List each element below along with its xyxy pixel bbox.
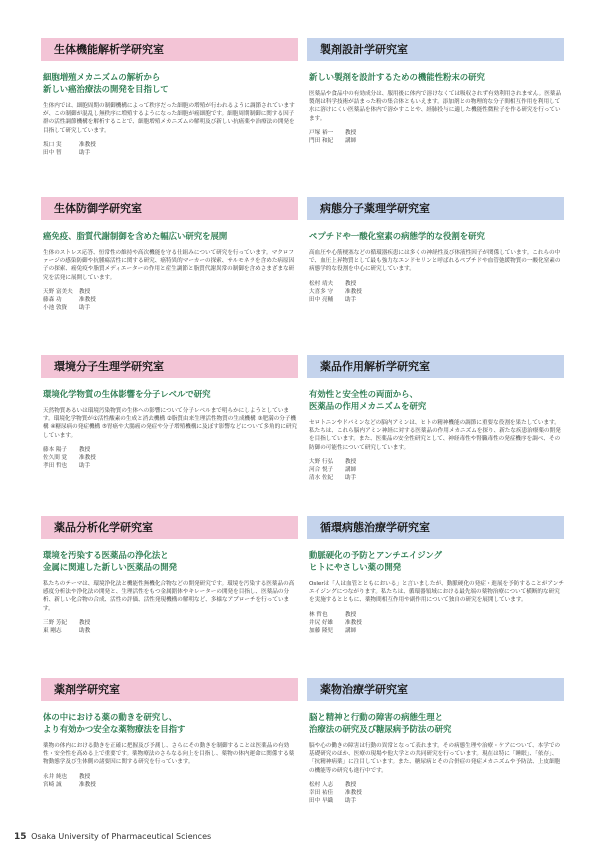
staff-name: 宮崎 誠: [43, 781, 62, 788]
staff-name: 清水 佐紀: [309, 475, 334, 482]
lab-card: [307, 38, 564, 145]
staff-row: [309, 611, 564, 619]
staff-name: 林 哲也: [309, 611, 328, 618]
lab-subtitle: 体の中における薬の動きを研究し、 より有効かつ安全な薬物療法を目指す: [43, 712, 186, 734]
staff-name: 佐久間 覚: [43, 455, 68, 462]
staff-row: [43, 781, 298, 789]
staff-role: 助手: [79, 150, 91, 157]
staff-name: 幸田 祐佳: [309, 790, 334, 797]
staff-role: 准教授: [345, 288, 362, 295]
staff-name: 三野 芳紀: [43, 619, 68, 626]
staff-row: [43, 454, 298, 462]
staff-row: [309, 789, 564, 797]
staff-name: 大野 行弘: [309, 458, 334, 465]
lab-subtitle: 環境を汚染する医薬品の浄化法と 金属に関連した新しい医薬品の開発: [43, 550, 177, 572]
staff-list: [43, 288, 298, 313]
lab-card: [41, 678, 298, 789]
lab-title: 病態分子薬理学研究室: [307, 197, 564, 220]
staff-name: 坂口 実: [43, 141, 62, 148]
staff-row: [309, 458, 564, 466]
staff-role: 助手: [79, 305, 91, 312]
staff-list: [43, 141, 298, 157]
staff-row: [309, 474, 564, 482]
lab-description: Oslerは「人は血管とともにおいる」と言いましたが、動脈硬化の発症・進展を予防することがアンチエイジングにつながります。私たちは、循環器領域における最先端の薬物治療について横断的な研究を実施するとともに、薬物間相互作用や副作用について独自の研究を展開しています。: [309, 581, 564, 604]
lab-description: 私たちのテーマは、環境浄化法と機能性無機化合物などの開発研究です。環境を汚染する医薬品の高感度分析法や浄化法の開発と、生理活性をもつ金属錯体やキレーターの開発を目指し、医薬品の分析、新しい化合物の合成、活性の評価、活性発現機構の解明など、多様なアプローチを行っています。: [43, 581, 295, 612]
page-footer: [14, 832, 211, 842]
staff-name: 天野 富美夫: [43, 288, 73, 295]
staff-role: 教授: [345, 781, 357, 788]
staff-role: 助手: [345, 297, 357, 304]
staff-role: 准教授: [345, 790, 362, 797]
staff-role: 講師: [345, 138, 357, 145]
staff-row: [309, 781, 564, 789]
lab-title: 生体機能解析学研究室: [41, 38, 298, 61]
staff-row: [43, 149, 298, 157]
staff-row: [43, 288, 298, 296]
staff-list: [43, 446, 298, 471]
staff-row: [309, 280, 564, 288]
staff-row: [309, 137, 564, 145]
lab-title: 循環病態治療学研究室: [307, 516, 564, 539]
staff-list: [309, 129, 564, 145]
lab-description: 天然物質あるいは環境汚染物質の生体への影響について分子レベルまで明らかにしようとしています。環境化学物質が①活性酸素の生成と消去機構 ②脂質由来生理活性物質の生成機構 ③肥満の分子機構 ④糖尿病の発症機構 ⑤胃癌や大腸癌の発症や分子増殖機構に及ぼす影響などについて多角的に研究しています。: [43, 408, 298, 439]
staff-row: [309, 466, 564, 474]
staff-name: 小池 敦資: [43, 305, 68, 312]
lab-title: 生体防御学研究室: [41, 197, 298, 220]
staff-role: 助手: [345, 798, 357, 805]
staff-row: [43, 773, 298, 781]
staff-name: 永井 純也: [43, 773, 68, 780]
staff-list: [309, 458, 564, 483]
lab-subtitle: ペプチドや一酸化窒素の病態学的な役割を研究: [309, 231, 485, 241]
staff-row: [43, 627, 298, 635]
staff-row: [309, 288, 564, 296]
staff-name: 加藤 隆児: [309, 628, 334, 635]
lab-card: [41, 516, 298, 635]
staff-list: [309, 611, 564, 636]
lab-description: 生体内では、細胞周期の制御機構によって秩序だった細胞の増殖が行われるように調節されていますが、この制御が混乱し無秩序に増殖するようになった細胞が癌細胞です。細胞周期制御に関する因子群の活性調節機構を解析することで、細胞増殖メカニズムの解明及び新しい抗癌薬や治療法の開発を目指して研究しています。: [43, 103, 295, 134]
staff-name: 田中 早織: [309, 798, 334, 805]
staff-name: 田中 智: [43, 150, 62, 157]
staff-role: 教授: [345, 458, 357, 465]
lab-card: [307, 197, 564, 304]
staff-name: 松村 人志: [309, 781, 334, 788]
lab-subtitle: 脳と精神と行動の障害の病態生理と 治療法の研究及び糖尿病予防法の研究: [309, 712, 452, 734]
staff-role: 助手: [79, 463, 91, 470]
staff-role: 准教授: [79, 141, 96, 148]
staff-row: [309, 129, 564, 137]
lab-description: セロトニンやドパミンなどの脳内アミンは、ヒトの精神機能の調節に重要な役割を果たしています。私たちは、これら脳内アミン神経に対する医薬品の作用メカニズムを探り、新たな疾患治療薬の開発を目指しています。また、医薬品の安全性研究として、神経毒性や腎臓毒性の発症機序を調べ、その防御の可能性について研究しています。: [309, 420, 561, 451]
staff-name: 孝田 哲也: [43, 463, 68, 470]
lab-subtitle: 有効性と安全性の両面から、 医薬品の作用メカニズムを研究: [309, 389, 427, 411]
staff-row: [309, 797, 564, 805]
lab-description: 脳や心の働きの障害は行動の異常となって表れます。その病態生理や治療・ケアについて、本学での基礎研究のほか、医療の現場や他大学との共同研究を行っています。現在は特に「睡眠」、「依存」、「抗精神病薬」に注目しています。また、糖尿病とその合併症の発症メカニズムや予防法、上皮細胞の機能等の研究も進行中です。: [309, 743, 561, 774]
staff-row: [43, 141, 298, 149]
lab-card: [41, 38, 298, 157]
staff-role: 准教授: [79, 455, 96, 462]
lab-subtitle: 細胞増殖メカニズムの解析から 新しい癌治療法の開発を目指して: [43, 72, 169, 94]
staff-row: [309, 627, 564, 635]
staff-list: [309, 280, 564, 305]
lab-subtitle: 新しい製剤を設計するための機能性粉末の研究: [309, 72, 485, 82]
lab-subtitle: 動脈硬化の予防とアンチエイジング ヒトにやさしい薬の開発: [309, 550, 442, 572]
staff-list: [43, 619, 298, 635]
staff-name: 藤森 功: [43, 297, 62, 304]
lab-card: [41, 197, 298, 312]
lab-title: 薬物治療学研究室: [307, 678, 564, 701]
lab-card: [307, 516, 564, 635]
university-name: Osaka University of Pharmaceutical Sciences: [31, 832, 212, 841]
staff-role: 教授: [79, 773, 91, 780]
staff-role: 教授: [345, 280, 357, 287]
staff-role: 准教授: [79, 781, 96, 788]
staff-name: 河合 悦子: [309, 467, 334, 474]
lab-title: 薬品分析化学研究室: [41, 516, 298, 539]
lab-title: 環境分子生理学研究室: [41, 355, 298, 378]
lab-card: [307, 355, 564, 482]
staff-row: [43, 446, 298, 454]
staff-name: 井尻 好雄: [309, 619, 334, 626]
staff-role: 助教: [79, 628, 91, 635]
staff-row: [309, 296, 564, 304]
lab-description: 生体のストレス応答、恒常性の維持や高次機能を守る仕組みについて研究を行っています。マクロファージの感染防御や抗腫瘍活性に関する研究、癌特異的マーカーの探索、サルモネラを含めた病原因子の探索、癌免疫や脂質メディエーターの作用と産生調節と脂質代謝異常の制御を含めさまざまな研究を活発に展開しています。: [43, 250, 295, 281]
staff-role: 講師: [345, 628, 357, 635]
staff-list: [43, 773, 298, 789]
lab-description: 医薬品や食品中の有効成分は、服用後に体内で溶けなくては吸収されず有効利用されません。医薬品製剤は科学技術が詰まった粉の集合体ともいえます。添加剤との物理的な分子間相互作用を利用して水に溶けにくい医薬品を体内で溶かすことや、経肺投与に適した機能性微粒子を作る研究を行っています。: [309, 91, 562, 122]
lab-description: 高血圧や心筋梗塞などの循環器疾患には多くの神経性及び体液性因子が関係しています。これらの中で、血圧上昇物質として最も強力なエンドセリンと呼ばれるペプチドや血管弛緩物質の一酸化窒素の病態学的な役割を中心に研究しています。: [309, 250, 561, 273]
lab-subtitle: 癌免疫、脂質代謝制御を含めた幅広い研究を展開: [43, 231, 228, 241]
staff-role: 准教授: [345, 619, 362, 626]
staff-name: 東 剛志: [43, 628, 62, 635]
staff-row: [43, 304, 298, 312]
staff-role: 教授: [79, 446, 91, 453]
lab-card: [307, 678, 564, 805]
staff-role: 講師: [345, 467, 357, 474]
staff-row: [43, 462, 298, 470]
staff-row: [309, 619, 564, 627]
lab-subtitle: 環境化学物質の生体影響を分子レベルで研究: [43, 389, 211, 399]
lab-title: 薬剤学研究室: [41, 678, 298, 701]
staff-row: [43, 619, 298, 627]
lab-title: 製剤設計学研究室: [307, 38, 564, 61]
staff-name: 戸塚 裕一: [309, 129, 334, 136]
lab-description: 薬物の体内における動きを正確に把握及び予測し、さらにその動きを制御することは医薬品の有効性・安全性を高める上で重要です。薬物療法のさらなる向上を目指し、薬物の体内運命に関係する薬物動態学及び生体側の諸要因に関する研究を行っています。: [43, 743, 295, 766]
staff-name: 大喜多 守: [309, 288, 334, 295]
lab-title: 薬品作用解析学研究室: [307, 355, 564, 378]
staff-name: 門田 和紀: [309, 138, 334, 145]
staff-role: 教授: [345, 611, 357, 618]
staff-role: 助手: [345, 475, 357, 482]
staff-name: 藤本 陽子: [43, 446, 68, 453]
staff-role: 教授: [79, 288, 91, 295]
staff-role: 教授: [79, 619, 91, 626]
staff-row: [43, 296, 298, 304]
staff-name: 田中 亮輔: [309, 297, 334, 304]
staff-name: 松村 靖夫: [309, 280, 334, 287]
lab-card: [41, 355, 298, 470]
staff-list: [309, 781, 564, 806]
page-number: 15: [14, 832, 27, 842]
staff-role: 准教授: [79, 297, 96, 304]
staff-role: 教授: [345, 129, 357, 136]
